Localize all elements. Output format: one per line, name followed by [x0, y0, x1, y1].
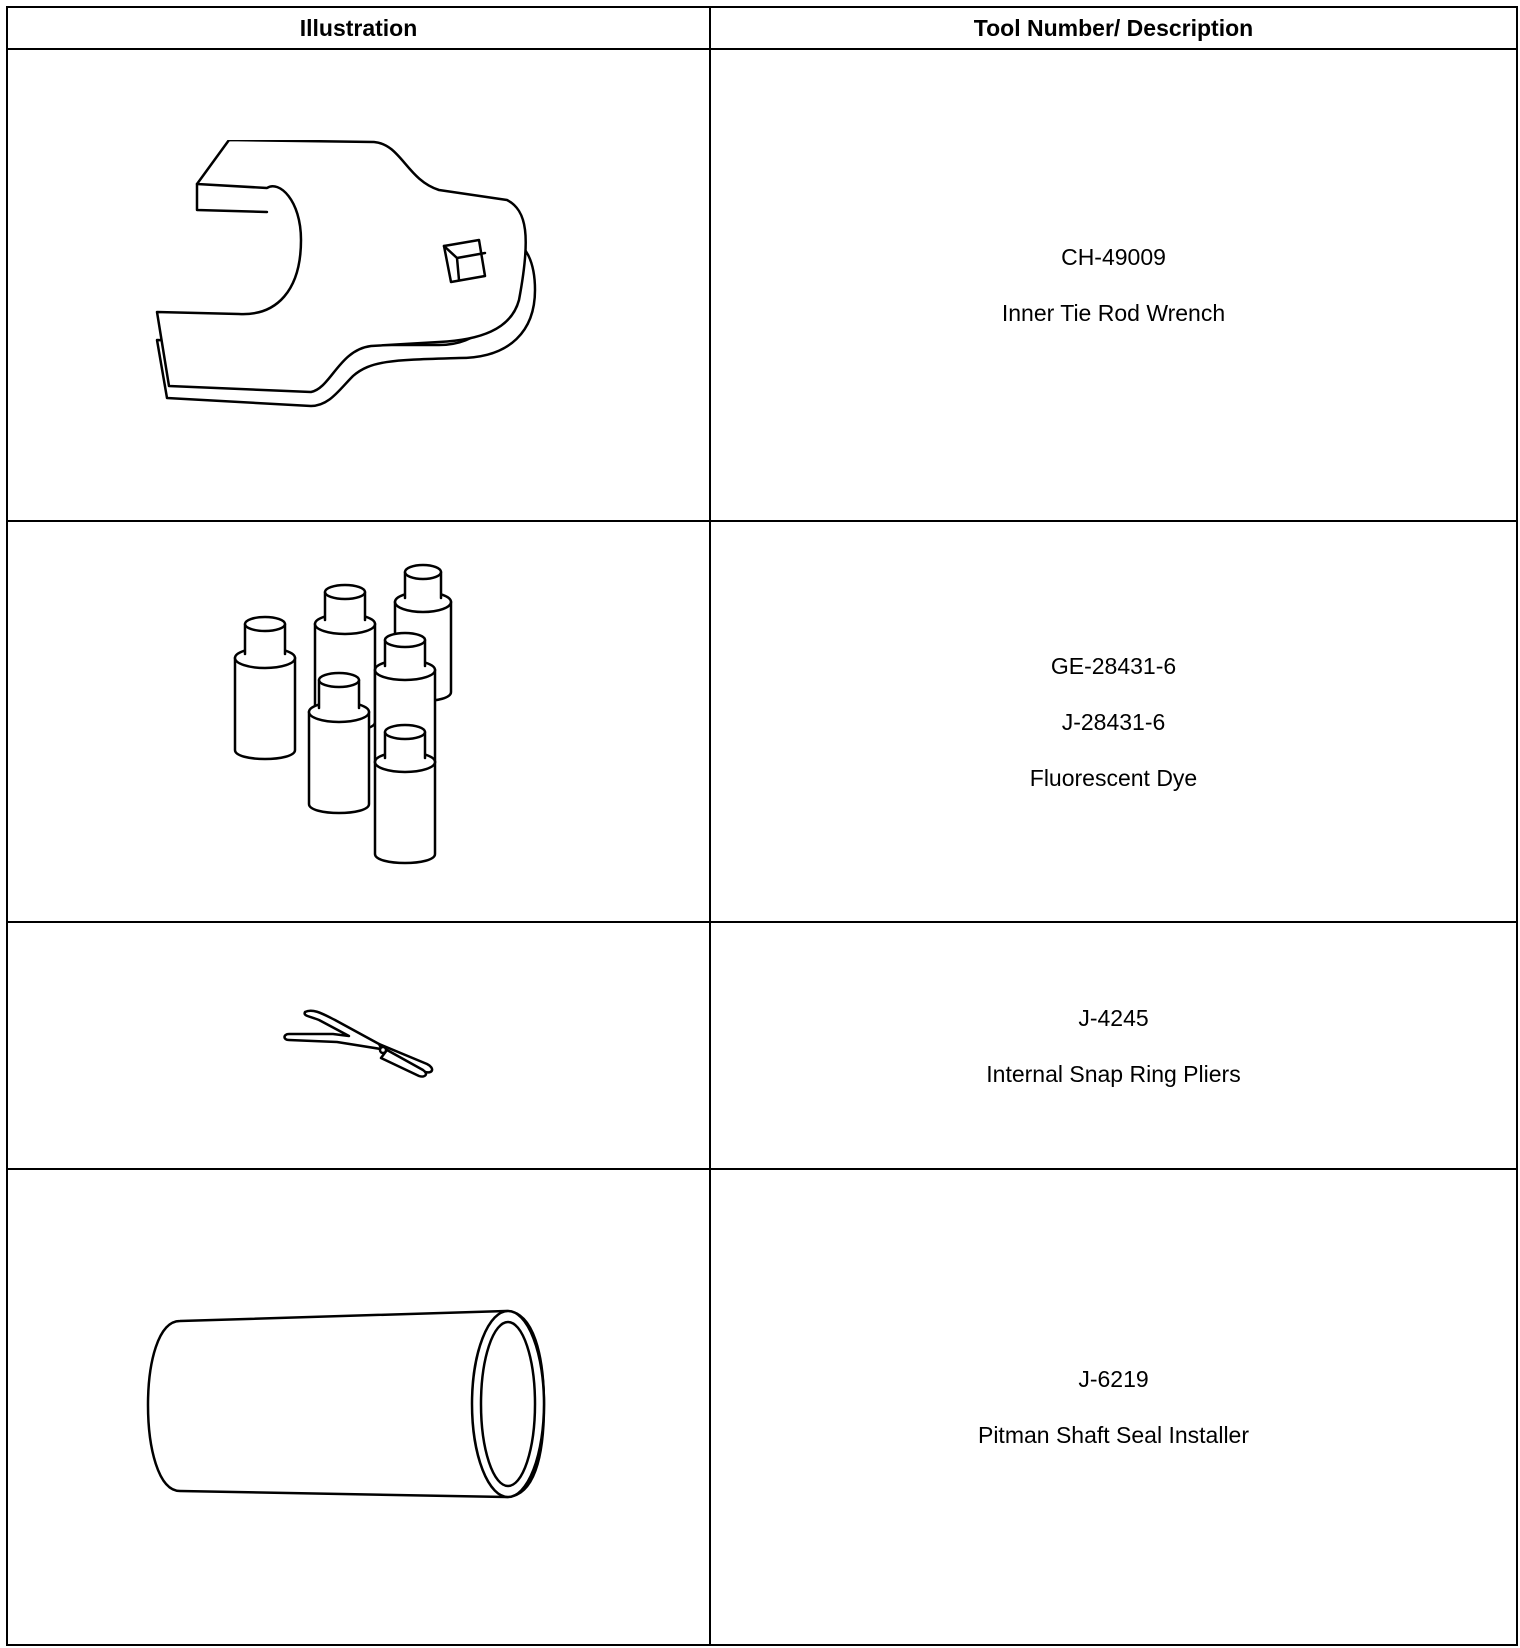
illustration-cell	[7, 922, 710, 1169]
tool-description: Fluorescent Dye	[1029, 764, 1198, 791]
header-illustration: Illustration	[7, 7, 710, 49]
description-cell	[710, 521, 1517, 922]
tool-number-alt: J-28431-6	[1061, 708, 1166, 735]
table-row	[7, 1169, 1517, 1645]
inner-tie-rod-wrench-icon	[139, 140, 579, 430]
table-header-row	[7, 7, 1517, 49]
description-cell	[710, 922, 1517, 1169]
illustration-cell	[7, 1169, 710, 1645]
header-tool-number-description: Tool Number/ Description	[710, 7, 1517, 49]
snap-ring-pliers-icon	[279, 1006, 439, 1086]
description-cell	[710, 49, 1517, 521]
tool-number: CH-49009	[1061, 244, 1166, 270]
seal-installer-icon	[144, 1307, 574, 1507]
illustration-cell	[7, 521, 710, 922]
illustration-cell	[7, 49, 710, 521]
table-row	[7, 49, 1517, 521]
tool-number: J-6219	[1078, 1366, 1149, 1392]
table-row	[7, 922, 1517, 1169]
description-cell	[710, 1169, 1517, 1645]
fluorescent-dye-bottles-icon	[229, 562, 489, 882]
tool-number: J-4245	[1078, 1004, 1149, 1031]
tool-number: GE-28431-6	[1050, 652, 1177, 679]
tool-description: Pitman Shaft Seal Installer	[977, 1422, 1250, 1448]
tool-table	[6, 6, 1518, 1646]
tool-description: Internal Snap Ring Pliers	[986, 1060, 1241, 1087]
table-row	[7, 521, 1517, 922]
tool-description: Inner Tie Rod Wrench	[1001, 300, 1226, 326]
